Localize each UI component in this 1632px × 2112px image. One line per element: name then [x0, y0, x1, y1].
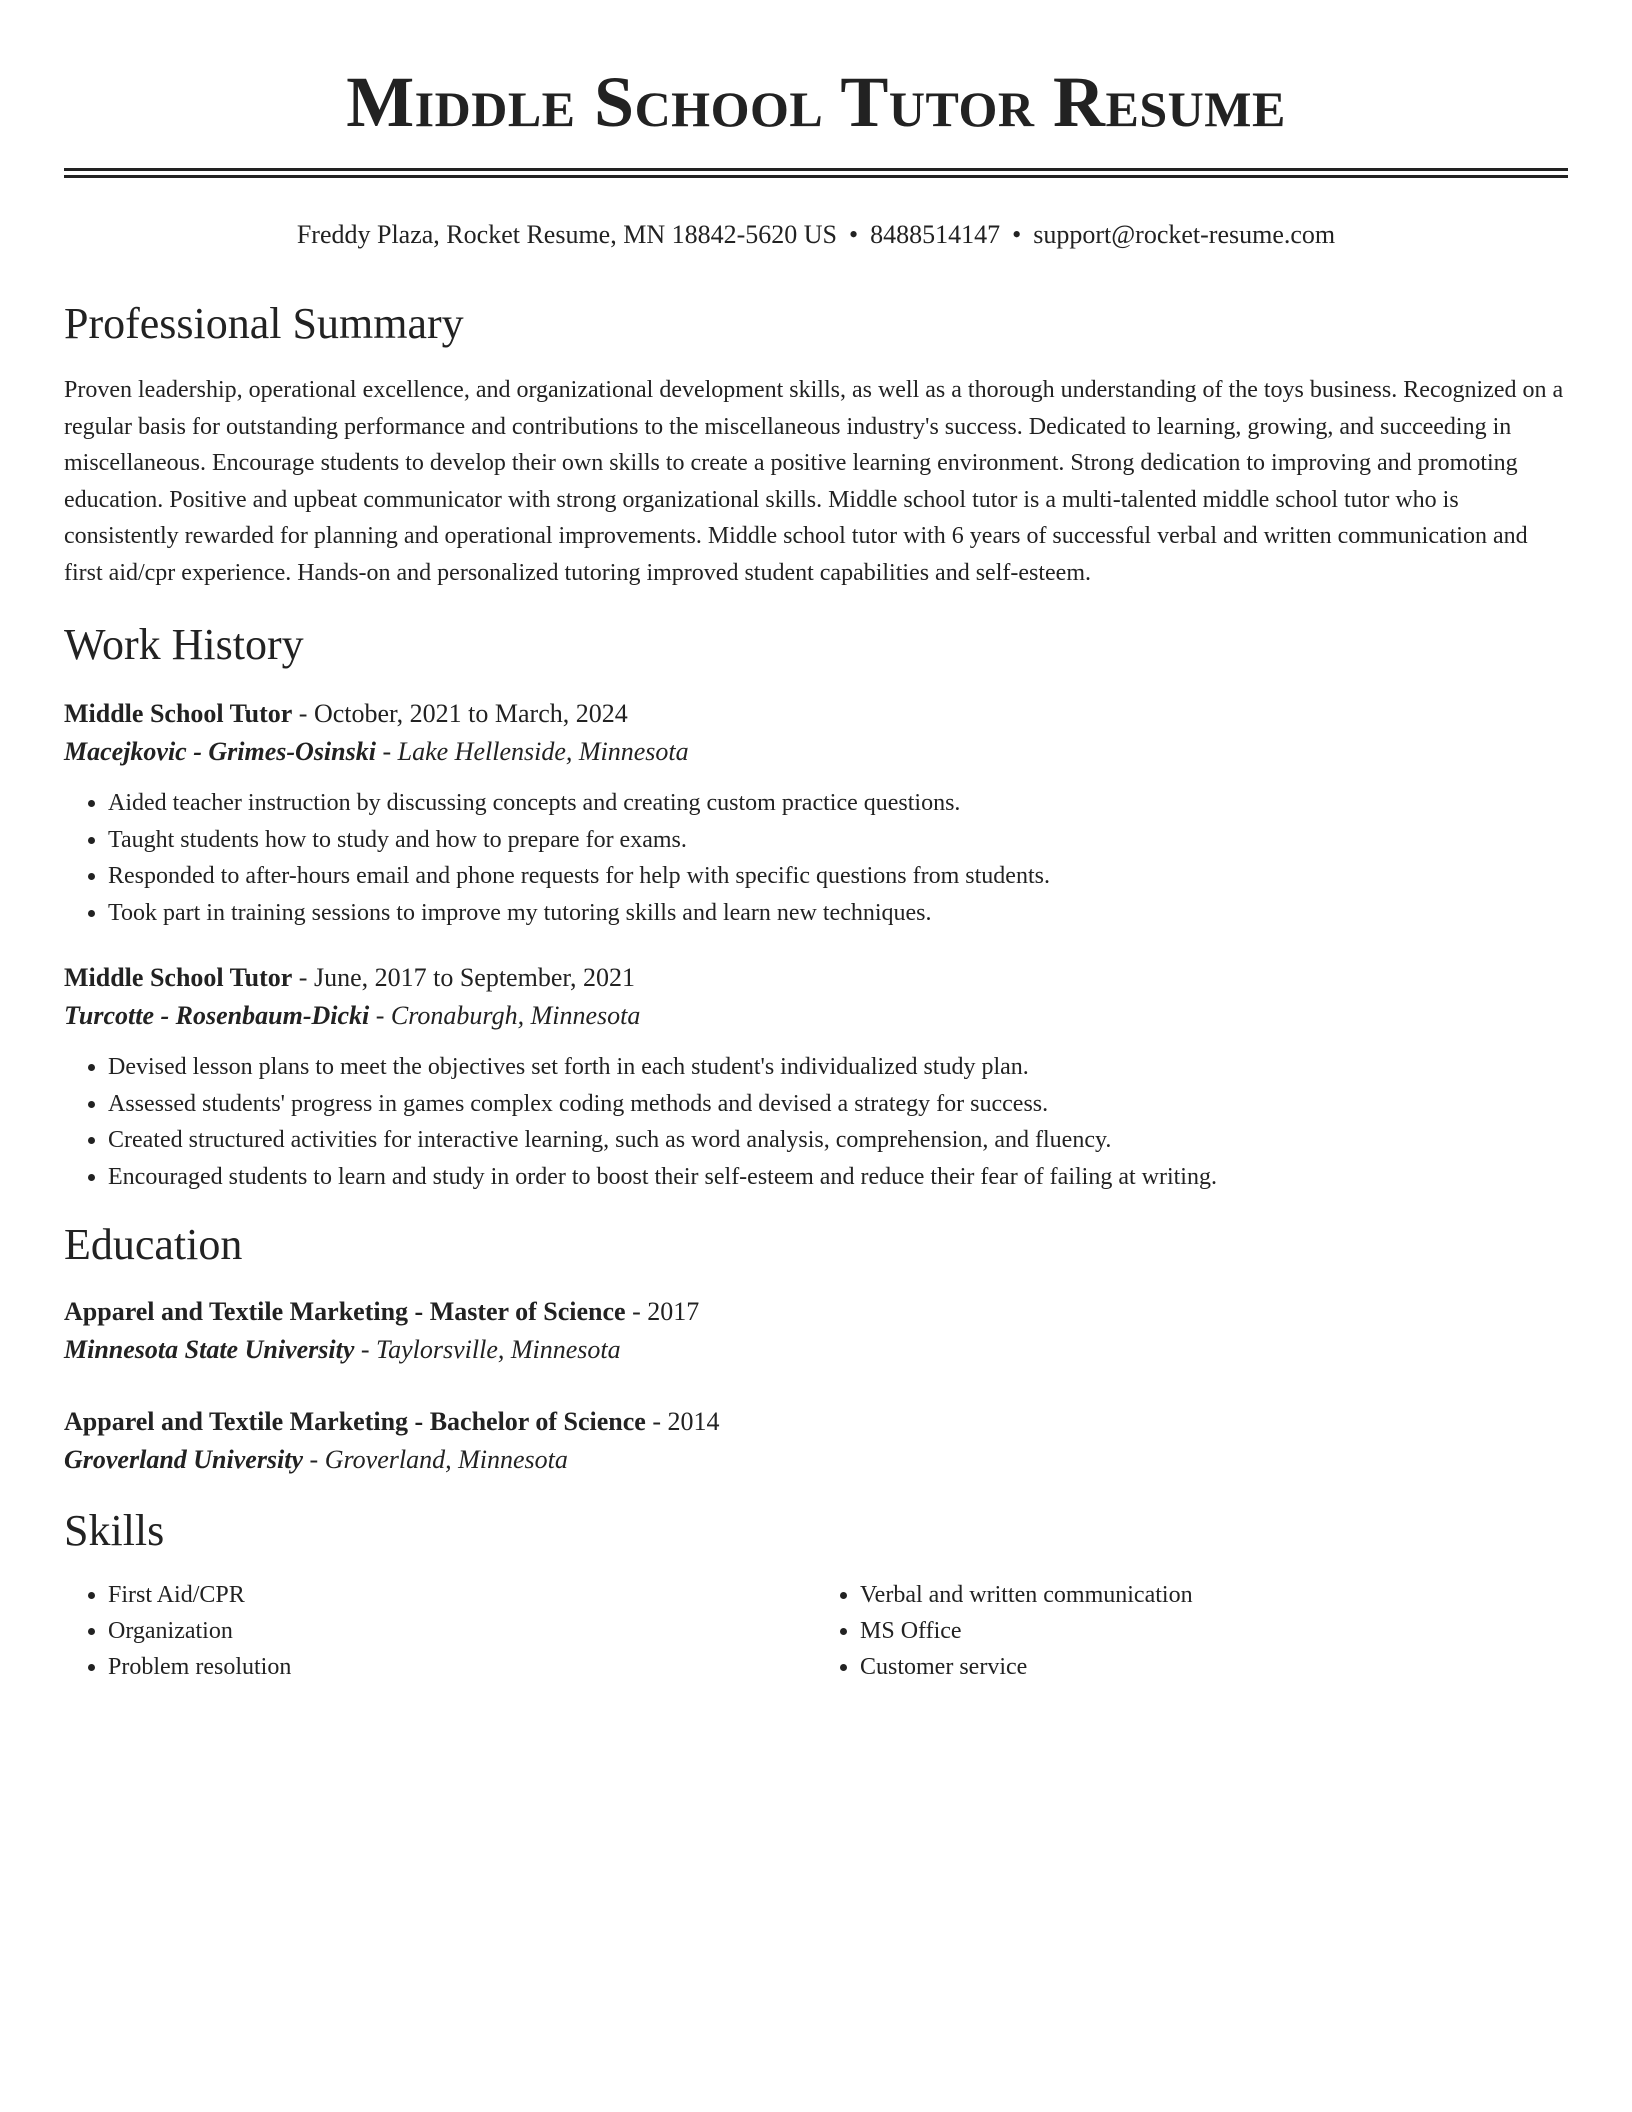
degree-year: 2017 [647, 1297, 700, 1326]
skills-list-left [64, 1577, 816, 1685]
dash-separator: - [292, 963, 314, 992]
school-line [64, 1441, 1568, 1479]
resume-title: Middle School Tutor Resume [346, 62, 1286, 142]
title-divider [64, 168, 1568, 178]
job-title: Middle School Tutor [64, 963, 293, 992]
job-dates: June, 2017 to September, 2021 [313, 963, 635, 992]
job-company: Turcotte - Rosenbaum-Dicki [64, 1001, 370, 1030]
list-item: • Verbal and written communication [860, 1577, 1568, 1613]
job-location: Lake Hellenside, Minnesota [397, 737, 689, 766]
list-item: • Aided teacher instruction by discussing concepts and creating custom practice questions. [108, 785, 1568, 822]
job-title-line [64, 959, 1568, 997]
summary-heading: Professional Summary [64, 299, 464, 348]
degree-line [64, 1293, 1568, 1331]
job-dates: October, 2021 to March, 2024 [313, 699, 628, 728]
skills-grid [64, 1577, 1568, 1685]
education-entry [64, 1293, 1568, 1369]
list-item: • First Aid/CPR [108, 1577, 816, 1613]
list-item: • Problem resolution [108, 1649, 816, 1685]
contact-email: support@rocket-resume.com [1033, 220, 1336, 249]
list-item: • Encouraged students to learn and study in order to boost their self-esteem and reduce their fear of failing at writing. [108, 1159, 1568, 1196]
school-location: Groverland, Minnesota [324, 1445, 568, 1474]
list-item: • Took part in training sessions to improve my tutoring skills and learn new techniques. [108, 895, 1568, 932]
dash-separator: - [369, 1001, 391, 1030]
contact-phone: 8488514147 [870, 220, 1001, 249]
contact-separator: • [849, 220, 859, 249]
job-duties-list [64, 1049, 1568, 1195]
degree-name: Apparel and Textile Marketing - Master of Science [64, 1297, 626, 1326]
list-item: • Customer service [860, 1649, 1568, 1685]
school-location: Taylorsville, Minnesota [376, 1335, 621, 1364]
list-item: • Assessed students' progress in games complex coding methods and devised a strategy for success. [108, 1086, 1568, 1123]
degree-name: Apparel and Textile Marketing - Bachelor of Science [64, 1407, 646, 1436]
contact-separator: • [1012, 220, 1022, 249]
contact-address: Freddy Plaza, Rocket Resume, MN 18842-5620 US [296, 220, 838, 249]
list-item: • Created structured activities for interactive learning, such as word analysis, comprehension, and fluency. [108, 1122, 1568, 1159]
job-location: Cronaburgh, Minnesota [390, 1001, 641, 1030]
job-title-line [64, 695, 1568, 733]
list-item: • Devised lesson plans to meet the objectives set forth in each student's individualized study plan. [108, 1049, 1568, 1086]
skills-list-right [816, 1577, 1568, 1685]
dash-separator: - [354, 1335, 377, 1364]
list-item: • Taught students how to study and how to prepare for exams. [108, 822, 1568, 859]
contact-line [64, 218, 1568, 252]
dash-separator: - [375, 737, 398, 766]
job-company-line [64, 733, 1568, 771]
school-line [64, 1331, 1568, 1369]
degree-line [64, 1403, 1568, 1441]
summary-text: Proven leadership, operational excellence, and organizational development skills, as well as a thorough understanding of the toys business. Recognized on a regular basis for outstanding performance and contributions to the miscellaneous industry's success. Dedicated to learning, growing, and succeeding in miscellaneous. Encourage students to develop their own skills to create a positive learning environment. Strong dedication to improving and promoting education. Positive and upbeat communicator with strong organizational skills. Middle school tutor is a multi-talented middle school tutor who is consistently rewarded for planning and operational improvements. Middle school tutor with 6 years of successful verbal and written communication and first aid/cpr experience. Hands-on and personalized tutoring improved student capabilities and self-esteem. [64, 377, 1564, 586]
job-title: Middle School Tutor [64, 699, 293, 728]
dash-separator: - [292, 699, 314, 728]
job-company-line [64, 997, 1568, 1035]
dash-separator: - [625, 1297, 648, 1326]
education-entry [64, 1403, 1568, 1479]
job-entry [64, 959, 1568, 1195]
skills-heading: Skills [64, 1506, 165, 1555]
list-item: • Responded to after-hours email and phone requests for help with specific questions from students. [108, 858, 1568, 895]
list-item: • MS Office [860, 1613, 1568, 1649]
job-duties-list [64, 785, 1568, 931]
education-heading: Education [64, 1220, 243, 1269]
dash-separator: - [645, 1407, 668, 1436]
dash-separator: - [303, 1445, 325, 1474]
work-history-heading: Work History [64, 620, 304, 669]
list-item: • Organization [108, 1613, 816, 1649]
degree-year: 2014 [667, 1407, 720, 1436]
school-name: Minnesota State University [64, 1335, 355, 1364]
school-name: Groverland University [64, 1445, 304, 1474]
job-company: Macejkovic - Grimes-Osinski [64, 737, 376, 766]
job-entry [64, 695, 1568, 931]
